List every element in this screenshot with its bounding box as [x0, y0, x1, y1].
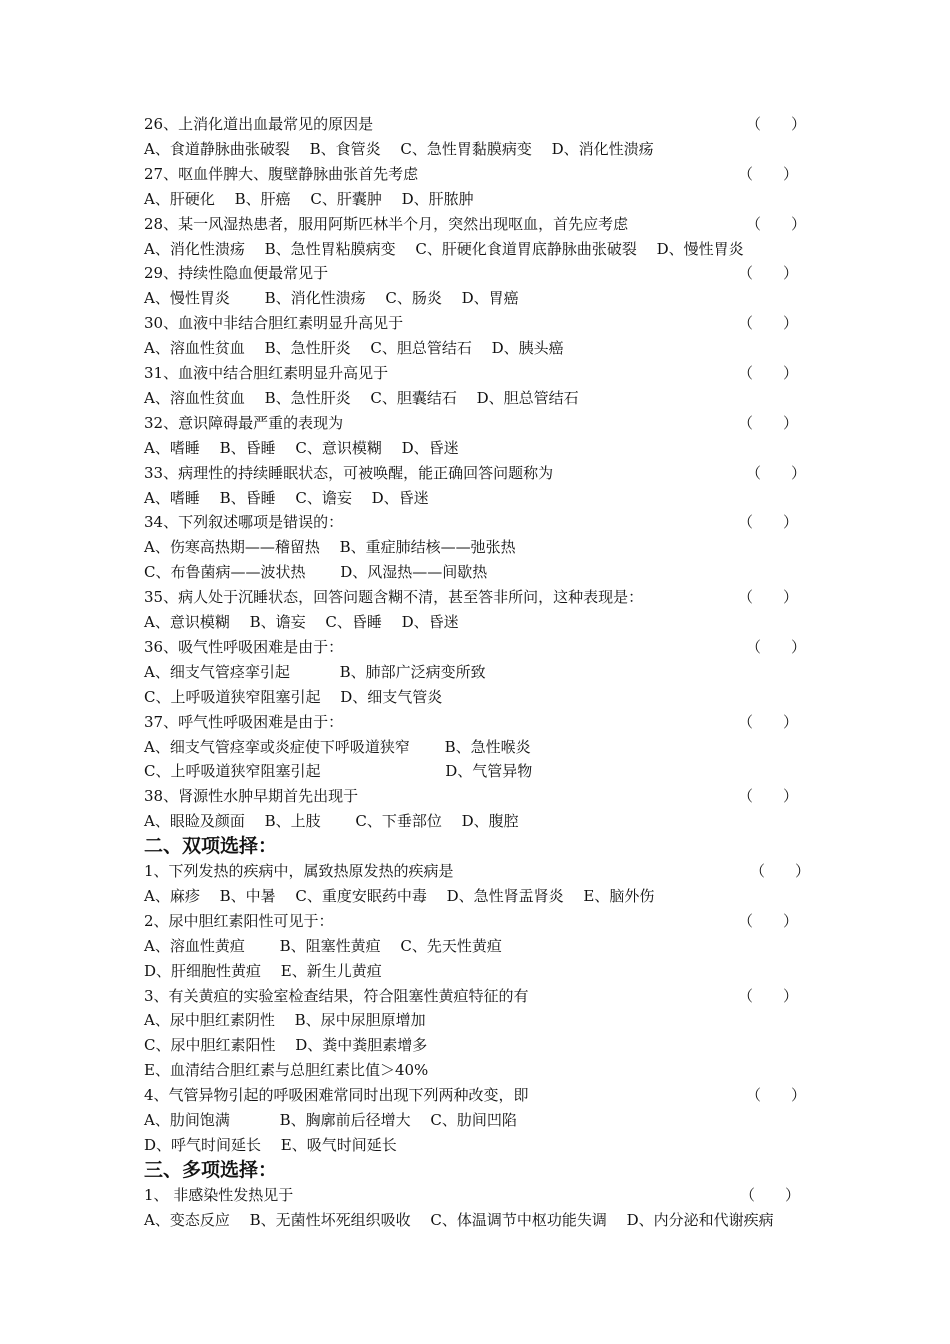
options-text: D、肝细胞性黄疸 E、新生儿黄疸 [144, 961, 382, 980]
options-text: A、溶血性黄疸 B、阻塞性黄疸 C、先天性黄疸 [144, 936, 502, 955]
options-text: A、意识模糊 B、谵妄 C、昏睡 D、昏迷 [144, 613, 459, 631]
answer-options [144, 286, 814, 311]
answer-options [144, 660, 814, 685]
section-heading: 二、双项选择： [144, 835, 278, 858]
options-text: A、消化性溃疡 B、急性胃粘膜病变 C、肝硬化食道胃底静脉曲张破裂 D、慢性胃炎 [144, 239, 744, 258]
section-heading: 三、多项选择： [144, 1158, 278, 1181]
question-text: 34、下列叙述哪项是错误的： [144, 513, 344, 532]
answer-options [144, 187, 814, 212]
answer-options [144, 137, 814, 162]
question-stem [144, 710, 814, 735]
answer-blank[interactable]: （ ） [737, 911, 798, 930]
question-stem [144, 461, 814, 486]
options-text: A、伤寒高热期——稽留热 B、重症肺结核——弛张热 [144, 538, 516, 557]
answer-blank[interactable]: （ ） [745, 115, 806, 133]
question-stem [144, 361, 814, 386]
options-text: A、肋间饱满 B、胸廓前后径增大 C、肋间凹陷 [144, 1111, 517, 1129]
question-text: 30、血液中非结合胆红素明显升高见于 [144, 314, 404, 333]
answer-options [144, 560, 814, 585]
question-stem [144, 212, 814, 237]
answer-options [144, 809, 814, 834]
question-stem [144, 859, 814, 884]
answer-blank[interactable]: （ ） [745, 637, 806, 656]
question-stem [144, 784, 814, 809]
answer-options [144, 386, 814, 411]
answer-options [144, 436, 814, 461]
question-stem [144, 635, 814, 660]
question-text: 4、气管异物引起的呼吸困难常同时出现下列两种改变，即 [144, 1086, 529, 1105]
answer-options [144, 685, 814, 710]
answer-blank[interactable]: （ ） [745, 214, 806, 233]
question-stem [144, 909, 814, 934]
answer-blank[interactable]: （ ） [745, 1086, 806, 1105]
question-stem [144, 162, 814, 187]
question-text: 27、呕血伴脾大、腹壁静脉曲张首先考虑 [144, 164, 419, 183]
answer-blank[interactable]: （ ） [737, 712, 798, 731]
question-text: 35、病人处于沉睡状态，回答问题含糊不清，甚至答非所问，这种表现是： [144, 588, 644, 607]
question-text: 33、病理性的持续睡眠状态，可被唤醒，能正确回答问题称为 [144, 463, 554, 482]
question-stem [144, 1183, 814, 1208]
options-text: A、细支气管痉挛引起 B、肺部广泛病变所致 [144, 662, 486, 681]
answer-blank[interactable]: （ ） [737, 513, 798, 532]
options-text: C、布鲁菌病——波状热 D、风湿热——间歇热 [144, 563, 488, 582]
question-text: 26、上消化道出血最常见的原因是 [144, 115, 374, 133]
answer-blank[interactable]: （ ） [737, 787, 798, 806]
question-stem [144, 411, 814, 436]
options-text: A、肝硬化 B、肝癌 C、肝囊肿 D、肝脓肿 [144, 189, 474, 208]
options-text: A、尿中胆红素阴性 B、尿中尿胆原增加 [144, 1011, 426, 1030]
options-text: A、细支气管痉挛或炎症使下呼吸道狭窄 B、急性喉炎 [144, 737, 531, 756]
question-text: 1、下列发热的疾病中，属致热原发热的疾病是 [144, 862, 454, 880]
options-text: C、上呼吸道狭窄阻塞引起 D、气管异物 [144, 762, 533, 781]
answer-options [144, 735, 814, 760]
answer-blank[interactable]: （ ） [745, 463, 806, 482]
options-text: A、嗜睡 B、昏睡 C、谵妄 D、昏迷 [144, 488, 429, 507]
answer-options [144, 1108, 814, 1133]
question-stem [144, 311, 814, 336]
options-text: D、呼气时间延长 E、吸气时间延长 [144, 1135, 397, 1154]
question-stem [144, 112, 814, 137]
answer-blank[interactable]: （ ） [739, 1185, 800, 1204]
answer-options [144, 759, 814, 784]
question-text: 32、意识障碍最严重的表现为 [144, 413, 344, 432]
options-text: A、慢性胃炎 B、消化性溃疡 C、肠炎 D、胃癌 [144, 289, 519, 308]
answer-options [144, 486, 814, 511]
question-text: 38、肾源性水肿早期首先出现于 [144, 787, 359, 806]
options-text: C、上呼吸道狭窄阻塞引起 D、细支气管炎 [144, 687, 443, 706]
answer-options [144, 884, 814, 909]
options-text: A、溶血性贫血 B、急性肝炎 C、胆囊结石 D、胆总管结石 [144, 388, 579, 407]
answer-blank[interactable]: （ ） [737, 413, 798, 432]
question-text: 36、吸气性呼吸困难是由于： [144, 637, 344, 656]
options-text: E、血清结合胆红素与总胆红素比值＞40% [144, 1061, 429, 1080]
options-text: A、溶血性贫血 B、急性肝炎 C、胆总管结石 D、胰头癌 [144, 339, 564, 358]
answer-blank[interactable]: （ ） [737, 164, 798, 183]
question-stem [144, 585, 814, 610]
options-text: A、眼睑及颜面 B、上肢 C、下垂部位 D、腹腔 [144, 812, 519, 831]
question-text: 37、呼气性呼吸困难是由于： [144, 712, 344, 731]
question-text: 28、某一风湿热患者，服用阿斯匹林半个月，突然出现呕血，首先应考虑 [144, 214, 629, 233]
question-stem [144, 984, 814, 1009]
options-text: C、尿中胆红素阳性 D、粪中粪胆素增多 [144, 1036, 428, 1055]
options-text: A、变态反应 B、无菌性坏死组织吸收 C、体温调节中枢功能失调 D、内分泌和代谢疾病 [144, 1210, 774, 1229]
answer-options [144, 610, 814, 635]
question-text: 31、血液中结合胆红素明显升高见于 [144, 364, 389, 382]
question-text: 1、 非感染性发热见于 [144, 1185, 294, 1204]
answer-options [144, 934, 814, 959]
question-stem [144, 1083, 814, 1108]
answer-blank[interactable]: （ ） [737, 364, 798, 382]
answer-options [144, 1058, 814, 1083]
answer-options [144, 1033, 814, 1058]
answer-options [144, 959, 814, 984]
answer-blank[interactable]: （ ） [737, 986, 798, 1005]
question-stem [144, 261, 814, 286]
answer-options [144, 237, 814, 262]
question-text: 2、尿中胆红素阳性可见于： [144, 911, 334, 930]
options-text: A、嗜睡 B、昏睡 C、意识模糊 D、昏迷 [144, 438, 459, 457]
options-text: A、麻疹 B、中暑 C、重度安眠药中毒 D、急性肾盂肾炎 E、脑外伤 [144, 886, 655, 905]
question-text: 29、持续性隐血便最常见于 [144, 264, 329, 283]
answer-options [144, 535, 814, 560]
answer-blank[interactable]: （ ） [749, 862, 810, 880]
answer-options [144, 1208, 814, 1233]
options-text: A、食道静脉曲张破裂 B、食管炎 C、急性胃黏膜病变 D、消化性溃疡 [144, 139, 654, 158]
question-text: 3、有关黄疸的实验室检查结果，符合阻塞性黄疸特征的有 [144, 986, 529, 1005]
answer-options [144, 336, 814, 361]
answer-options [144, 1008, 814, 1033]
answer-blank[interactable]: （ ） [737, 588, 798, 607]
answer-options [144, 1133, 814, 1158]
answer-blank[interactable]: （ ） [737, 264, 798, 283]
answer-blank[interactable]: （ ） [737, 314, 798, 333]
question-stem [144, 510, 814, 535]
